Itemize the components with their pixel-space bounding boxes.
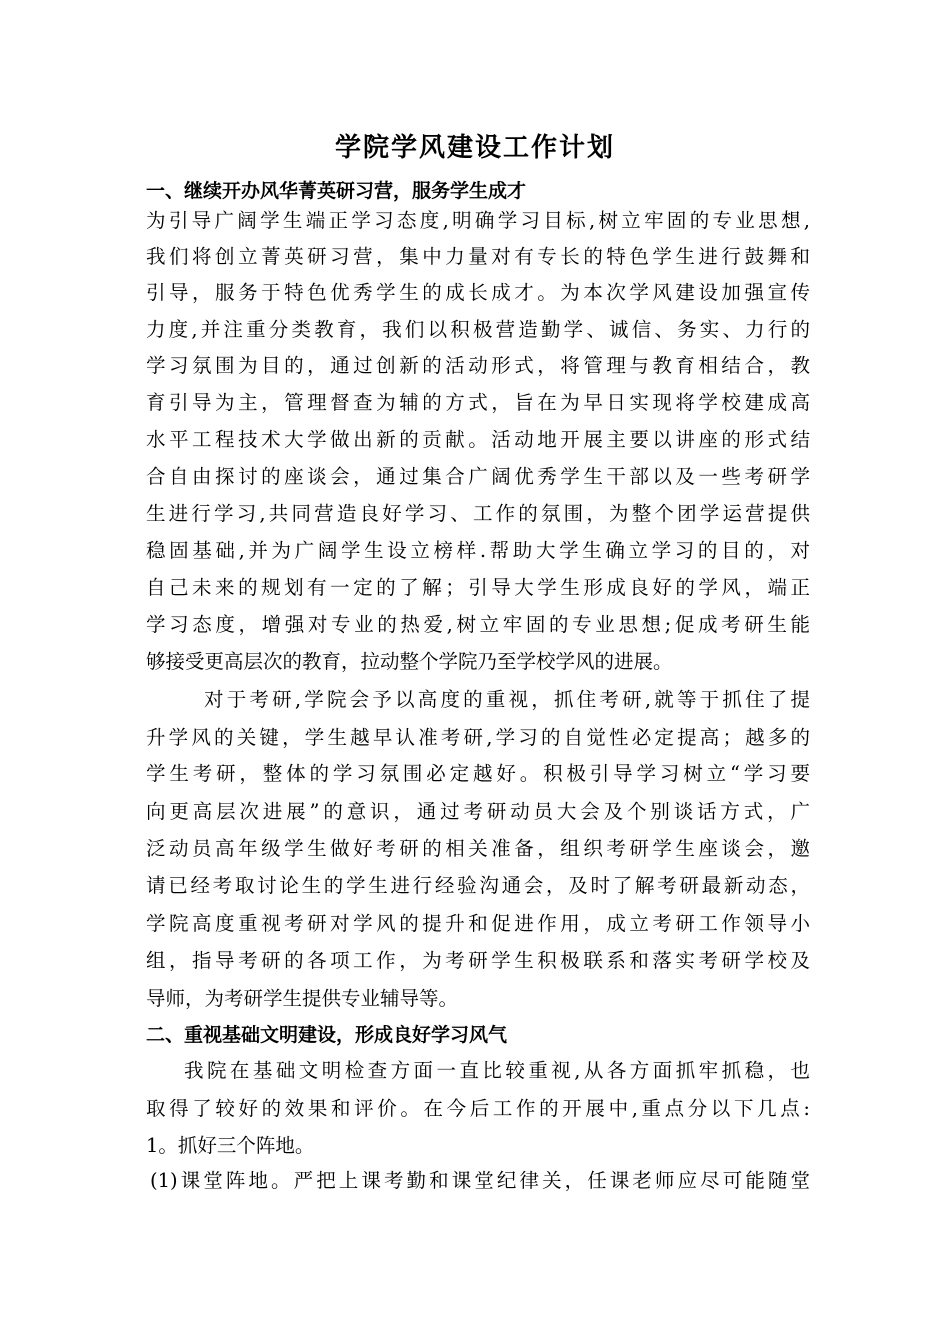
paragraph-line: 为引导广阔学生端正学习态度,明确学习目标,树立牢固的专业思想, xyxy=(146,209,810,232)
paragraph-line: 我院在基础文明检查方面一直比较重视,从各方面抓牢抓稳，也 xyxy=(184,1059,810,1082)
section-heading-1: 一、继续开办风华菁英研习营，服务学生成才 xyxy=(146,180,527,202)
paragraph-line: 稳固基础,并为广阔学生设立榜样.帮助大学生确立学习的目的，对 xyxy=(146,539,810,562)
paragraph-line: 组，指导考研的各项工作，为考研学生积极联系和落实考研学校及 xyxy=(146,949,810,972)
paragraph-line: 学生考研，整体的学习氛围必定越好。积极引导学习树立“学习要 xyxy=(146,762,810,785)
document-title: 学院学风建设工作计划 xyxy=(334,133,615,163)
paragraph-line: 学习氛围为目的，通过创新的活动形式，将管理与教育相结合，教 xyxy=(146,354,810,377)
paragraph-line: 泛动员高年级学生做好考研的相关准备，组织考研学生座谈会，邀 xyxy=(146,837,810,860)
paragraph-line: 我们将创立菁英研习营，集中力量对有专长的特色学生进行鼓舞和 xyxy=(146,245,810,268)
paragraph-line: 自己未来的规划有一定的了解；引导大学生形成良好的学风，端正 xyxy=(146,576,810,599)
paragraph-line: 对于考研,学院会予以高度的重视，抓住考研,就等于抓住了提 xyxy=(204,688,810,711)
paragraph-line: 学院高度重视考研对学风的提升和促进作用，成立考研工作领导小 xyxy=(146,912,810,935)
paragraph-line: 导师，为考研学生提供专业辅导等。 xyxy=(146,987,459,1010)
paragraph-line: 生进行学习,共同营造良好学习、工作的氛围，为整个团学运营提供 xyxy=(146,502,810,525)
paragraph-line: 力度,并注重分类教育，我们以积极营造勤学、诚信、务实、力行的 xyxy=(146,318,810,341)
paragraph-line: 水平工程技术大学做出新的贡献。活动地开展主要以讲座的形式结 xyxy=(146,428,810,451)
paragraph-line: 合自由探讨的座谈会，通过集合广阔优秀学生干部以及一些考研学 xyxy=(146,465,810,488)
list-subitem: (1)课堂阵地。严把上课考勤和课堂纪律关，任课老师应尽可能随堂 xyxy=(150,1169,810,1192)
paragraph-line: 向更高层次进展”的意识，通过考研动员大会及个别谈话方式，广 xyxy=(146,800,810,823)
paragraph-line: 请已经考取讨论生的学生进行经验沟通会，及时了解考研最新动态， xyxy=(146,874,810,897)
paragraph-line: 够接受更高层次的教育，拉动整个学院乃至学校学风的进展。 xyxy=(146,650,673,673)
paragraph-line: 学习态度，增强对专业的热爱,树立牢固的专业思想;促成考研生能 xyxy=(146,613,810,636)
paragraph-line: 育引导为主，管理督查为辅的方式，旨在为早日实现将学校建成高 xyxy=(146,391,810,414)
paragraph-line: 升学风的关键，学生越早认准考研,学习的自觉性必定提高；越多的 xyxy=(146,726,810,749)
list-item: 1。抓好三个阵地。 xyxy=(146,1134,315,1157)
paragraph-line: 引导，服务于特色优秀学生的成长成才。为本次学风建设加强宣传 xyxy=(146,281,810,304)
section-heading-2: 二、重视基础文明建设，形成良好学习风气 xyxy=(146,1024,508,1046)
paragraph-line: 取得了较好的效果和评价。在今后工作的开展中,重点分以下几点: xyxy=(146,1097,810,1120)
